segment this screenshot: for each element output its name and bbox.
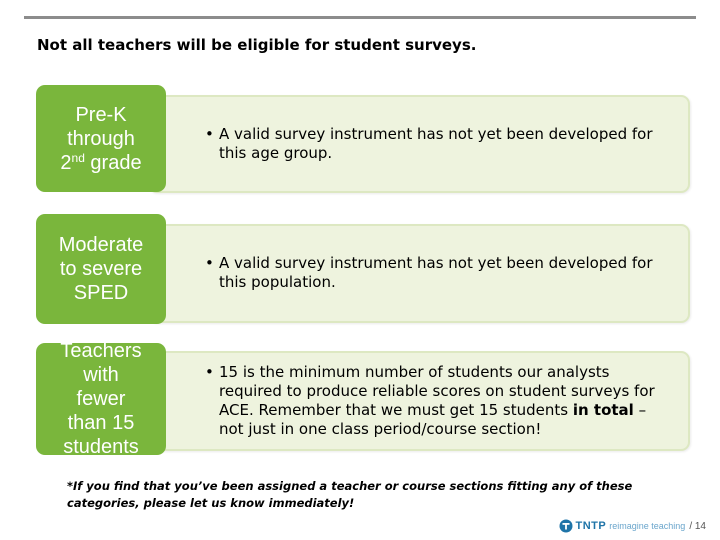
- bullet-content-emphasis: in total: [572, 401, 634, 419]
- category-label-class-size: [36, 343, 166, 455]
- eligibility-row-prek: [36, 85, 692, 195]
- slide-title: Not all teachers will be eligible for student surveys.: [37, 36, 477, 54]
- label-line: Moderate: [58, 234, 144, 256]
- bullet-content: A valid survey instrument has not yet been developed for this population.: [219, 254, 653, 291]
- label-line: [60, 151, 141, 175]
- footer: [559, 516, 706, 536]
- label-line: through: [67, 127, 135, 150]
- tntp-logo-icon: [559, 519, 573, 533]
- description-panel-prek: [148, 95, 690, 193]
- bullet-content-start: 15 is the minimum number of students our analysts required to produce reliable scores on student surveys for ACE. Remember that we must get 15 students: [219, 363, 655, 419]
- description-panel-sped: [148, 224, 690, 323]
- label-grade-word: grade: [84, 151, 142, 174]
- top-divider: [24, 16, 696, 19]
- bullet-content: A valid survey instrument has not yet been developed for this age group.: [219, 125, 653, 162]
- label-line: fewer: [76, 388, 126, 410]
- page-number: / 14: [689, 520, 706, 532]
- category-label-sped: [36, 214, 166, 324]
- bullet-dot: •: [205, 254, 214, 272]
- bullet-text: [205, 125, 674, 163]
- label-line: Teachers: [60, 343, 142, 362]
- eligibility-row-sped: [36, 214, 692, 326]
- label-line: to severe: [59, 258, 143, 280]
- bullet-dot: •: [205, 363, 214, 381]
- bullet-dot: •: [205, 125, 214, 143]
- footnote: *If you find that you’ve been assigned a teacher or course sections fitting any of these categories, please let us know immediately!: [67, 479, 633, 510]
- label-line: Pre-K: [75, 103, 127, 126]
- category-label-prek: [36, 85, 166, 192]
- label-line: SPED: [73, 282, 129, 304]
- eligibility-row-class-size: [36, 343, 692, 455]
- label-grade-number: 2: [60, 151, 72, 174]
- bullet-text: [205, 363, 674, 439]
- description-panel-class-size: [148, 351, 690, 451]
- bullet-text: [205, 254, 674, 292]
- tntp-logo: [559, 519, 686, 533]
- tntp-logo-word: TNTP: [575, 520, 607, 532]
- label-grade-suffix: nd: [71, 150, 85, 165]
- label-line: than 15: [67, 412, 135, 434]
- bullet-content-end: – not just in one class period/course section!: [219, 401, 647, 438]
- label-line: with: [83, 364, 119, 386]
- label-line: students: [63, 436, 139, 455]
- tntp-logo-tagline: reimagine teaching: [609, 521, 686, 531]
